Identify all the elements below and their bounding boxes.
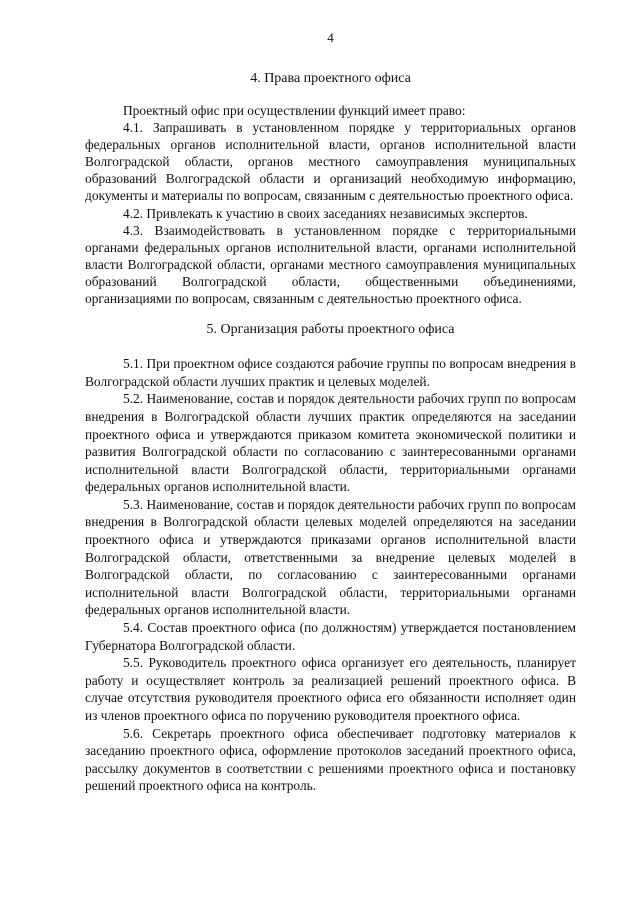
paragraph-5-4: 5.4. Состав проектного офиса (по должностям) утверждается постановлением Губернатора Волгоградской области. [85, 620, 576, 653]
paragraph-4-1: 4.1. Запрашивать в установленном порядке у территориальных органов федеральных органов исполнительной власти, органов исполнительной власти Волгоградской области, органов местного самоуправления муниципальных образований Волгоградской области и организаций необходимую информацию, документы и материалы по вопросам, связанным с деятельностью проектного офиса. [85, 120, 576, 204]
paragraph-4-2: 4.2. Привлекать к участию в своих заседаниях независимых экспертов. [123, 205, 528, 221]
paragraph-5-5: 5.5. Руководитель проектного офиса организует его деятельность, планирует работу и осуществляет контроль за реализацией решений проектного офиса. В случае отсутствия руководителя проектного офиса его обязанности исполняет один из членов проектного офиса по поручению руководителя проектного офиса. [85, 655, 576, 723]
section-5 [85, 321, 576, 795]
section-5-heading: 5. Организация работы проектного офиса [206, 322, 455, 338]
section-4 [85, 70, 576, 307]
paragraph-5-3: 5.3. Наименование, состав и порядок деятельности рабочих групп по вопросам внедрения в Волгоградской области целевых моделей определяются на заседании проектного офиса и утверждаются приказами органов исполнительной власти Волгоградской области, ответственными за внедрение целевых моделей в Волгоградской области, по согласованию с заинтересованными органами исполнительной власти Волгоградской области, территориальными органами федеральных органов исполнительной власти. [85, 496, 576, 618]
section-4-heading: 4. Права проектного офиса [250, 71, 411, 86]
paragraph-5-6: 5.6. Секретарь проектного офиса обеспечивает подготовку материалов к заседанию проектного офиса, оформление протоколов заседаний проектного офиса, рассылку документов в соответствии с решениями проектного офиса и постановку решений проектного офиса на контроль. [85, 725, 576, 794]
document-page [85, 30, 576, 795]
paragraph-5-2: 5.2. Наименование, состав и порядок деятельности рабочих групп по вопросам внедрения в Волгоградской области лучших практик определяются на заседании проектного офиса и утверждаются приказом комитета экономической политики и развития Волгоградской области по согласованию с заинтересованными органами исполнительной власти Волгоградской области, территориальными органами федеральных органов исполнительной власти. [85, 391, 576, 495]
page-number: 4 [327, 30, 334, 45]
paragraph-5-1: 5.1. При проектном офисе создаются рабочие группы по вопросам внедрения в Волгоградской области лучших практик и целевых моделей. [85, 356, 576, 389]
section-4-intro: Проектный офис при осуществлении функций имеет право: [123, 103, 466, 118]
paragraph-4-3: 4.3. Взаимодействовать в установленном порядке с территориальными органами федеральных органов исполнительной власти, органами исполнительной власти Волгоградской области, органами местного самоуправления муниципальных образований Волгоградской области, общественными объединениями, организациями по вопросам, связанным с деятельностью проектного офиса. [85, 222, 576, 307]
